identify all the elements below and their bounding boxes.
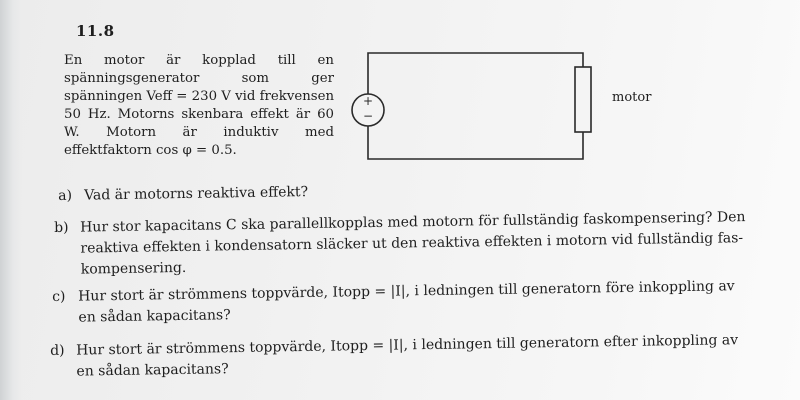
motor-label: motor	[612, 90, 652, 105]
question-label: a)	[58, 187, 73, 204]
motor-symbol	[575, 67, 591, 132]
question-text: reaktiva effekten i kondensatorn släcker ut den reaktiva effekten i motorn vid fullständig fas-	[80, 230, 744, 257]
question-a	[58, 182, 308, 207]
question-label: c)	[52, 288, 66, 305]
question-label: d)	[50, 342, 65, 359]
question-b	[54, 207, 746, 281]
question-text: Vad är motorns reaktiva effekt?	[84, 184, 309, 204]
problem-number: 11.8	[76, 22, 115, 40]
question-text: Hur stort är strömmens toppvärde, Itopp = |I|, i ledningen till generatorn efter inkoppling av	[76, 332, 739, 359]
plus-sign: +	[362, 94, 374, 108]
question-text: en sådan kapacitans?	[78, 307, 231, 326]
question-text: en sådan kapacitans?	[76, 361, 229, 380]
circuit-wire	[368, 53, 583, 94]
minus-sign: −	[362, 109, 374, 123]
question-label: b)	[54, 219, 69, 236]
problem-intro-text: En motor är kopplad till en spänningsgenerator som ger spänningen Veff = 230 V vid frekvensen 50 Hz. Motorns skenbara effekt är 60 W. Motorn är induktiv med effektfaktorn cos φ = 0.5.	[64, 53, 335, 158]
question-text: kompensering.	[80, 259, 187, 278]
circuit-wire	[368, 126, 583, 159]
question-text: Hur stort är strömmens toppvärde, Itopp = |I|, i ledningen till generatorn före inkoppling av	[78, 278, 735, 305]
question-text: Hur stor kapacitans C ska parallellkopplas med motorn för fullständig faskompensering? Den	[80, 209, 746, 236]
